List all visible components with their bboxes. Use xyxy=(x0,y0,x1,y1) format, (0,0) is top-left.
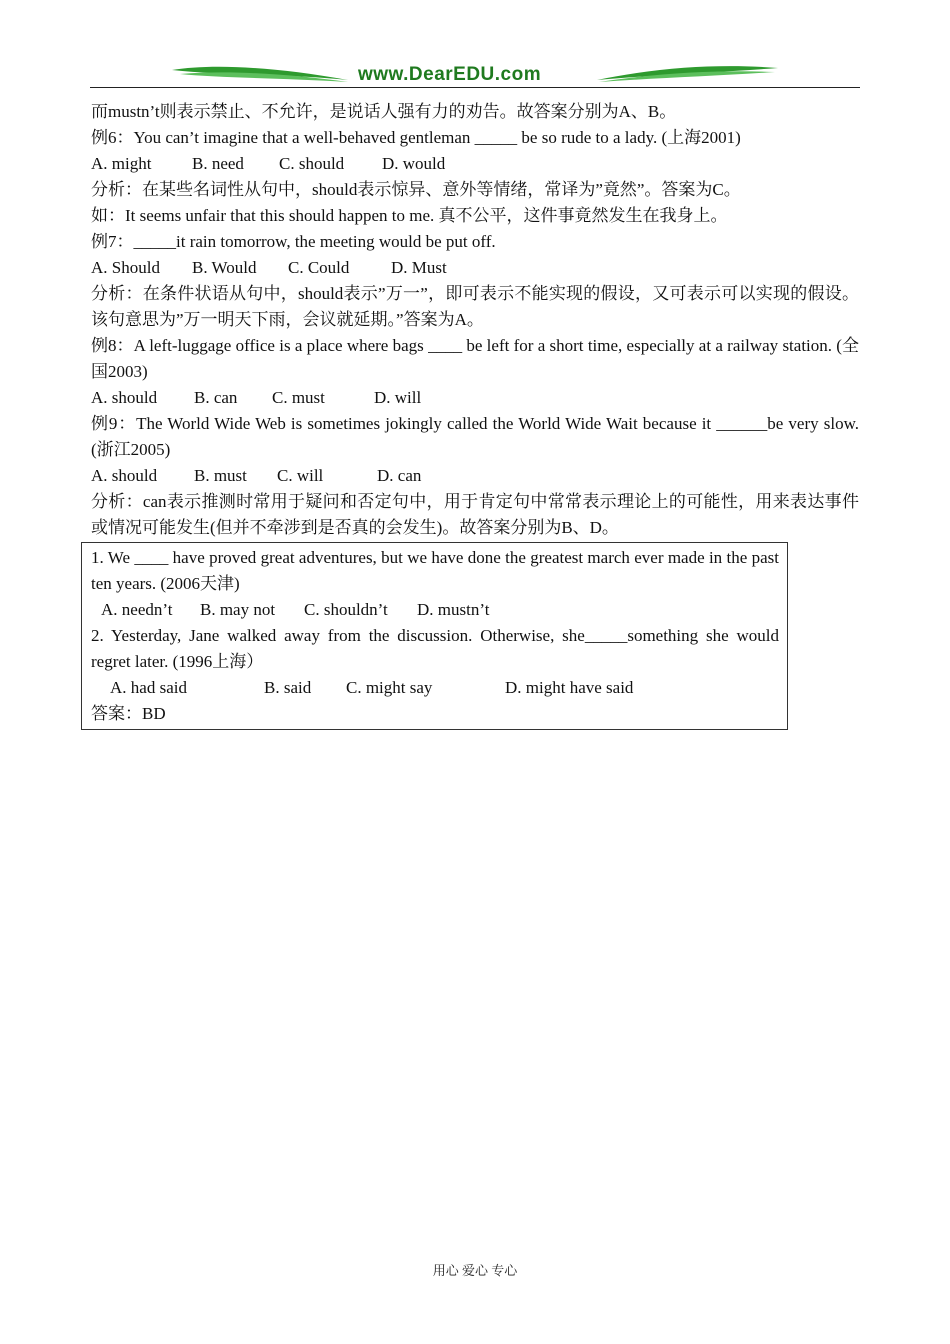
example-7-question: 例7：_____it rain tomorrow, the meeting would be put off. xyxy=(91,232,496,251)
example-6-options xyxy=(91,151,859,177)
practice-question-2-options xyxy=(91,675,779,701)
option: D. can xyxy=(377,466,422,485)
option: A. Should xyxy=(91,258,160,277)
header-rule xyxy=(90,87,860,88)
option: C. might say xyxy=(346,678,433,697)
option: A. needn’t xyxy=(101,600,173,619)
example-7-options xyxy=(91,255,859,281)
practice-box xyxy=(81,542,788,730)
option: B. may not xyxy=(200,600,276,619)
option: D. might have said xyxy=(505,678,634,697)
option: A. should xyxy=(91,466,158,485)
option: C. must xyxy=(272,388,325,407)
option: C. should xyxy=(279,154,345,173)
page-header xyxy=(90,62,860,90)
example-9-options xyxy=(91,463,859,489)
option: A. had said xyxy=(110,678,187,697)
option: D. would xyxy=(382,154,446,173)
option: B. can xyxy=(194,388,238,407)
option: A. should xyxy=(91,388,158,407)
example-9-analysis: 分析：can表示推测时常用于疑问和否定句中，用于肯定句中常常表示理论上的可能性，用来表达事件或情况可能发生(但并不牵涉到是否真的会发生)。故答案分别为B、D。 xyxy=(91,492,859,537)
practice-question-2: 2. Yesterday, Jane walked away from the discussion. Otherwise, she_____something she would regret later. (1996上海） xyxy=(91,626,779,671)
example-6-analysis: 分析：在某些名词性从句中，should表示惊异、意外等情绪，常译为”竟然”。答案为C。 xyxy=(91,180,741,199)
site-logo: www.DearEDU.com xyxy=(358,64,542,85)
main-content xyxy=(91,99,859,541)
example-9-question: 例9：The World Wide Web is sometimes jokingly called the World Wide Wait because it ______be very slow. (浙江2005) xyxy=(91,414,859,459)
example-6-sample: 如：It seems unfair that this should happen to me. 真不公平，这件事竟然发生在我身上。 xyxy=(91,206,728,225)
example-6-question: 例6：You can’t imagine that a well-behaved gentleman _____ be so rude to a lady. (上海2001) xyxy=(91,128,741,147)
example-7-analysis: 分析：在条件状语从句中，should表示”万一”，即可表示不能实现的假设，又可表示可以实现的假设。该句意思为”万一明天下雨，会议就延期。”答案为A。 xyxy=(91,284,859,329)
practice-question-1-options xyxy=(91,597,779,623)
page-footer: 用心 爱心 专心 xyxy=(432,1263,518,1278)
example-8-options xyxy=(91,385,859,411)
option: D. mustn’t xyxy=(417,600,490,619)
example-8-question: 例8：A left-luggage office is a place where bags ____ be left for a short time, especially at a railway station. (全国2003) xyxy=(91,336,859,381)
option: B. Would xyxy=(192,258,257,277)
left-swoosh-decoration xyxy=(170,62,350,86)
option: D. Must xyxy=(391,258,447,277)
option: B. need xyxy=(192,154,244,173)
option: C. Could xyxy=(288,258,350,277)
practice-answer: 答案：BD xyxy=(91,704,166,723)
option: B. must xyxy=(194,466,247,485)
option: D. will xyxy=(374,388,422,407)
option: A. might xyxy=(91,154,152,173)
option: C. will xyxy=(277,466,324,485)
practice-question-1: 1. We ____ have proved great adventures, but we have done the greatest march ever made in the past ten years. (2006天津) xyxy=(91,548,779,593)
option: B. said xyxy=(264,678,312,697)
option: C. shouldn’t xyxy=(304,600,388,619)
intro-text: 而mustn’t则表示禁止、不允许，是说话人强有力的劝告。故答案分别为A、B。 xyxy=(91,102,677,121)
right-swoosh-decoration xyxy=(595,62,780,86)
